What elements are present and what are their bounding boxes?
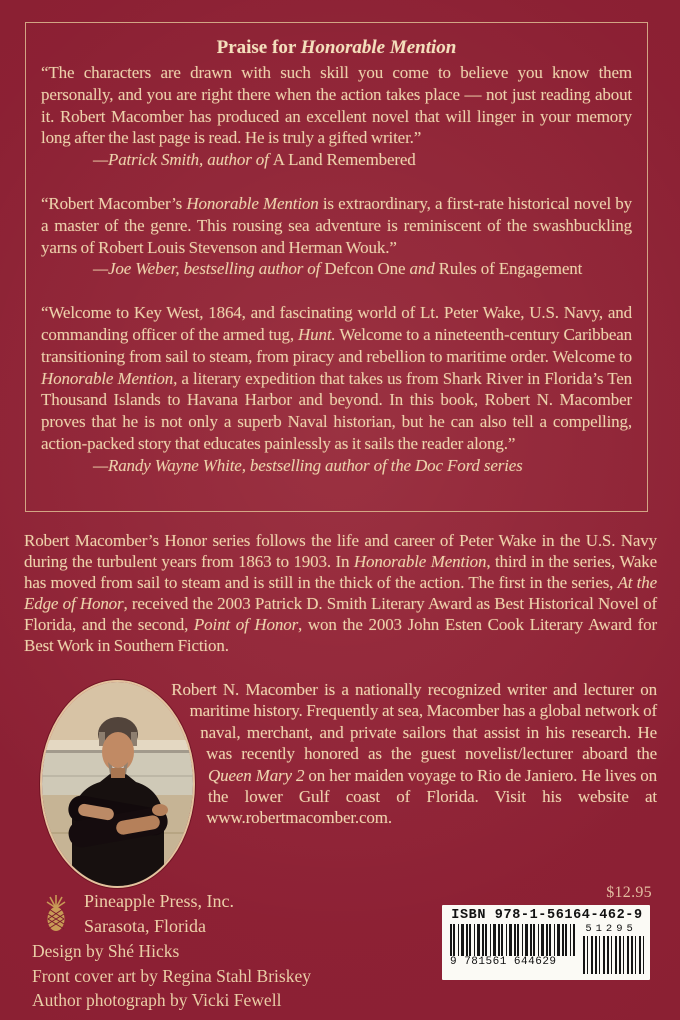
quote-text: “The characters are drawn with such skill you come to believe you know them personally, and you are right there when the action takes place — not just reading about it. Robert Macomber has produced an excellent novel that will linger in your memory long after the last page is read. He is truly a gifted writer.” (41, 63, 632, 148)
quote-attribution: —Randy Wayne White, bestselling author of the Doc Ford series (93, 455, 523, 475)
barcode-bars-row (450, 924, 644, 974)
praise-box (25, 22, 648, 512)
price-addon-digits: 51295 (585, 923, 637, 935)
quote-joe-weber (41, 193, 632, 280)
ean-barcode (450, 924, 575, 974)
publisher-name: Pineapple Press, Inc. (84, 891, 234, 911)
credit-design: Design by Shé Hicks (32, 941, 180, 961)
publisher-lines (84, 889, 234, 939)
quote-randy-wayne-white (41, 302, 632, 476)
quote-attribution: —Patrick Smith, author of A Land Remembered (93, 150, 416, 170)
credit-cover-art: Front cover art by Regina Stahl Briskey (32, 965, 311, 986)
quote-text: “Welcome to Key West, 1864, and fascinating world of Lt. Peter Wake, U.S. Navy, and commanding officer of the armed tug, Hunt. Welcome to a nineteenth-century Caribbean transitioning from sail to steam, from piracy and rebellion to maritime order. Welcome to Honorable Mention, a literary expedition that takes us from Shark River in Florida’s Ten Thousand Islands to Havana Harbor and beyond. In this book, Robert N. Macomber proves that he is not only a superb Naval historian, but he can also tell a compelling, action-packed story that educates painlessly as it sails the reader along.” (41, 303, 633, 453)
publisher-location: Sarasota, Florida (84, 916, 206, 936)
author-portrait-image (42, 682, 193, 886)
price-addon-barcode (583, 924, 644, 974)
quote-text: “Robert Macomber’s Honorable Mention is extraordinary, a first-rate historical novel by a master of the genre. This rousing sea adventure is reminiscent of the swashbuckling yarns of Robert Louis Stevenson and Herman Wouk.” (41, 193, 632, 257)
price-label: $12.95 (606, 884, 652, 901)
author-photo (40, 680, 198, 890)
quote-patrick-smith (41, 62, 632, 171)
author-portrait-frame (40, 680, 195, 888)
author-section (25, 679, 657, 894)
quote-attribution: —Joe Weber, bestselling author of Defcon One and Rules of Engagement (93, 259, 583, 279)
series-description: Robert Macomber’s Honor series follows the life and career of Peter Wake in the U.S. Navy during the turbulent years from 1863 to 1903. In Honorable Mention, third in the series, Wake has moved from sail to steam and is still in the thick of the action. The first in the series, At the Edge of Honor, received the 2003 Patrick D. Smith Literary Award as Best Historical Novel of Florida, and the second, Point of Honor, won the 2003 John Esten Cook Literary Award for Best Work in Southern Fiction. (24, 531, 657, 655)
pineapple-icon (44, 893, 68, 933)
ean-barcode-bars (450, 924, 575, 956)
barcode-panel (442, 905, 650, 980)
praise-heading: Praise for Honorable Mention (216, 37, 457, 58)
publisher-block (44, 889, 234, 939)
price-addon-bars (583, 936, 644, 974)
ean-barcode-digits: 9 781561 644629 (450, 956, 557, 968)
author-bio: Robert N. Macomber is a nationally recognized writer and lecturer on maritime history. Frequently at sea, Macomber has a global network of naval, merchant, and private sailors that assist in his research. He was recently honored as the guest novelist/lecturer aboard the Queen Mary 2 on her maiden voyage to Rio de Janiero. He lives on the lower Gulf coast of Florida. Visit his website at www.robertmacomber.com. (171, 680, 658, 828)
credit-photograph: Author photograph by Vicki Fewell (32, 990, 282, 1010)
isbn-label: ISBN 978-1-56164-462-9 (451, 908, 643, 923)
credits-list (32, 939, 311, 1013)
